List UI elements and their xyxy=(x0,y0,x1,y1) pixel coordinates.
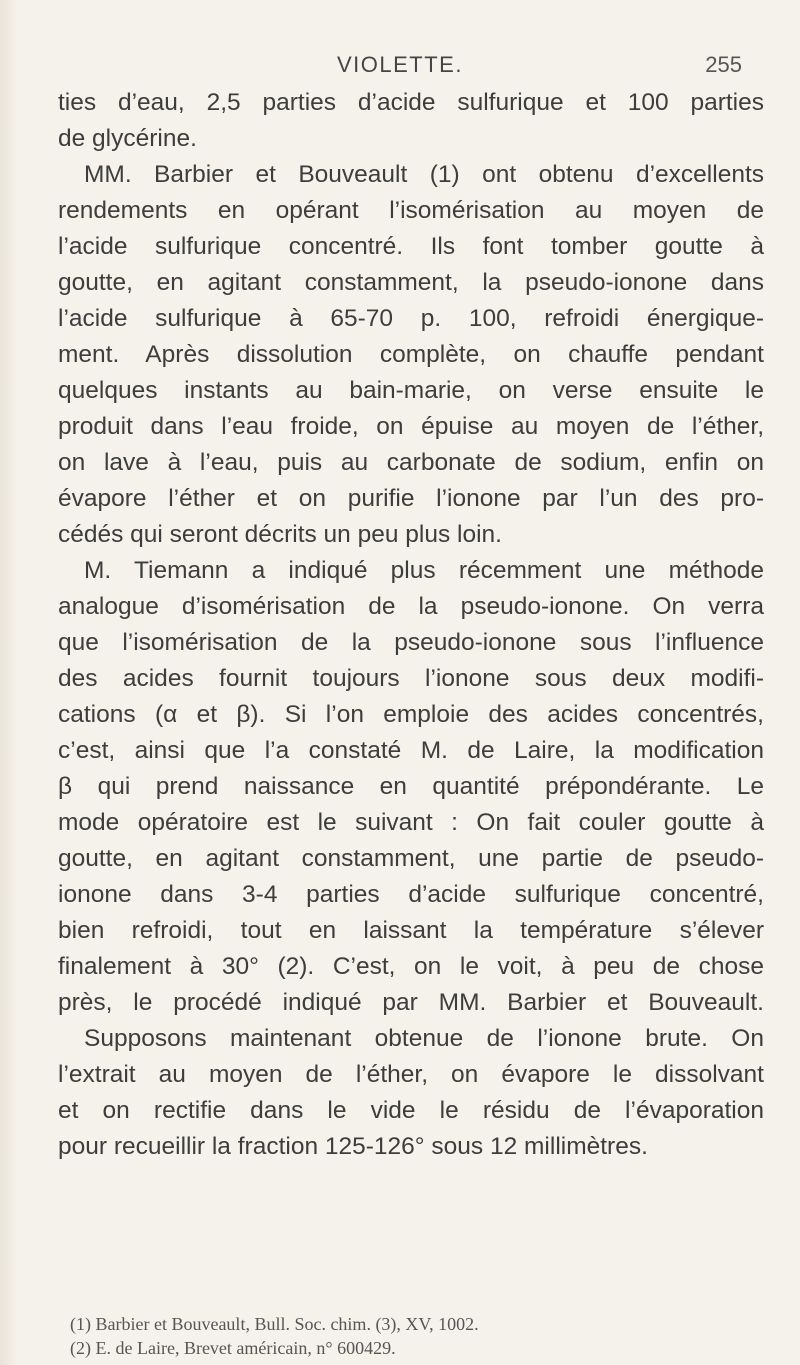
text-line: M. Tiemann a indiqué plus récemment une méthode xyxy=(84,557,764,584)
running-title: VIOLETTE. xyxy=(337,52,463,77)
text-line: finalement à 30° (2). C’est, on le voit, à peu de chose xyxy=(58,953,764,980)
text-line: on lave à l’eau, puis au carbonate de sodium, enfin on xyxy=(58,449,764,476)
text-line: Supposons maintenant obtenue de l’ionone brute. On xyxy=(84,1025,764,1052)
text-line: ties d’eau, 2,5 parties d’acide sulfurique et 100 parties xyxy=(58,89,764,116)
text-line: MM. Barbier et Bouveault (1) ont obtenu d’excellents xyxy=(84,161,764,188)
text-line: l’acide sulfurique concentré. Ils font tomber goutte à xyxy=(58,233,764,260)
text-line: quelques instants au bain-marie, on verse ensuite le xyxy=(58,377,764,404)
text-line: évapore l’éther et on purifie l’ionone par l’un des pro- xyxy=(58,485,764,512)
text-line: pour recueillir la fraction 125-126° sous 12 millimètres. xyxy=(58,1133,648,1160)
text-line: rendements en opérant l’isomérisation au moyen de xyxy=(58,197,764,224)
text-line: cédés qui seront décrits un peu plus loin. xyxy=(58,521,502,548)
footnote-1: (1) Barbier et Bouveault, Bull. Soc. chim. (3), XV, 1002. xyxy=(70,1314,479,1334)
text-line: des acides fournit toujours l’ionone sous deux modifi- xyxy=(58,665,764,692)
text-line: cations (α et β). Si l’on emploie des acides concentrés, xyxy=(58,701,764,728)
text-line: et on rectifie dans le vide le résidu de l’évaporation xyxy=(58,1097,764,1124)
footnotes xyxy=(70,1312,750,1360)
binding-edge xyxy=(0,0,18,1365)
text-line: goutte, en agitant constamment, une partie de pseudo- xyxy=(58,845,764,872)
page-header xyxy=(0,52,800,82)
text-line: ionone dans 3-4 parties d’acide sulfurique concentré, xyxy=(58,881,764,908)
text-line: ment. Après dissolution complète, on chauffe pendant xyxy=(58,341,764,368)
text-line: produit dans l’eau froide, on épuise au moyen de l’éther, xyxy=(58,413,764,440)
text-line: goutte, en agitant constamment, la pseudo-ionone dans xyxy=(58,269,764,296)
body-text xyxy=(58,85,764,1165)
page-number: 255 xyxy=(705,52,742,77)
text-line: de glycérine. xyxy=(58,125,197,152)
text-line: l’extrait au moyen de l’éther, on évapore le dissolvant xyxy=(58,1061,764,1088)
text-line: bien refroidi, tout en laissant la température s’élever xyxy=(58,917,764,944)
text-line: que l’isomérisation de la pseudo-ionone sous l’influence xyxy=(58,629,764,656)
text-line: β qui prend naissance en quantité prépondérante. Le xyxy=(58,773,764,800)
text-line: près, le procédé indiqué par MM. Barbier et Bouveault. xyxy=(58,989,764,1016)
text-line: mode opératoire est le suivant : On fait couler goutte à xyxy=(58,809,764,836)
footnote-2: (2) E. de Laire, Brevet américain, n° 600429. xyxy=(70,1338,396,1358)
text-line: c’est, ainsi que l’a constaté M. de Laire, la modification xyxy=(58,737,764,764)
text-line: analogue d’isomérisation de la pseudo-ionone. On verra xyxy=(58,593,764,620)
text-line: l’acide sulfurique à 65-70 p. 100, refroidi énergique- xyxy=(58,305,764,332)
